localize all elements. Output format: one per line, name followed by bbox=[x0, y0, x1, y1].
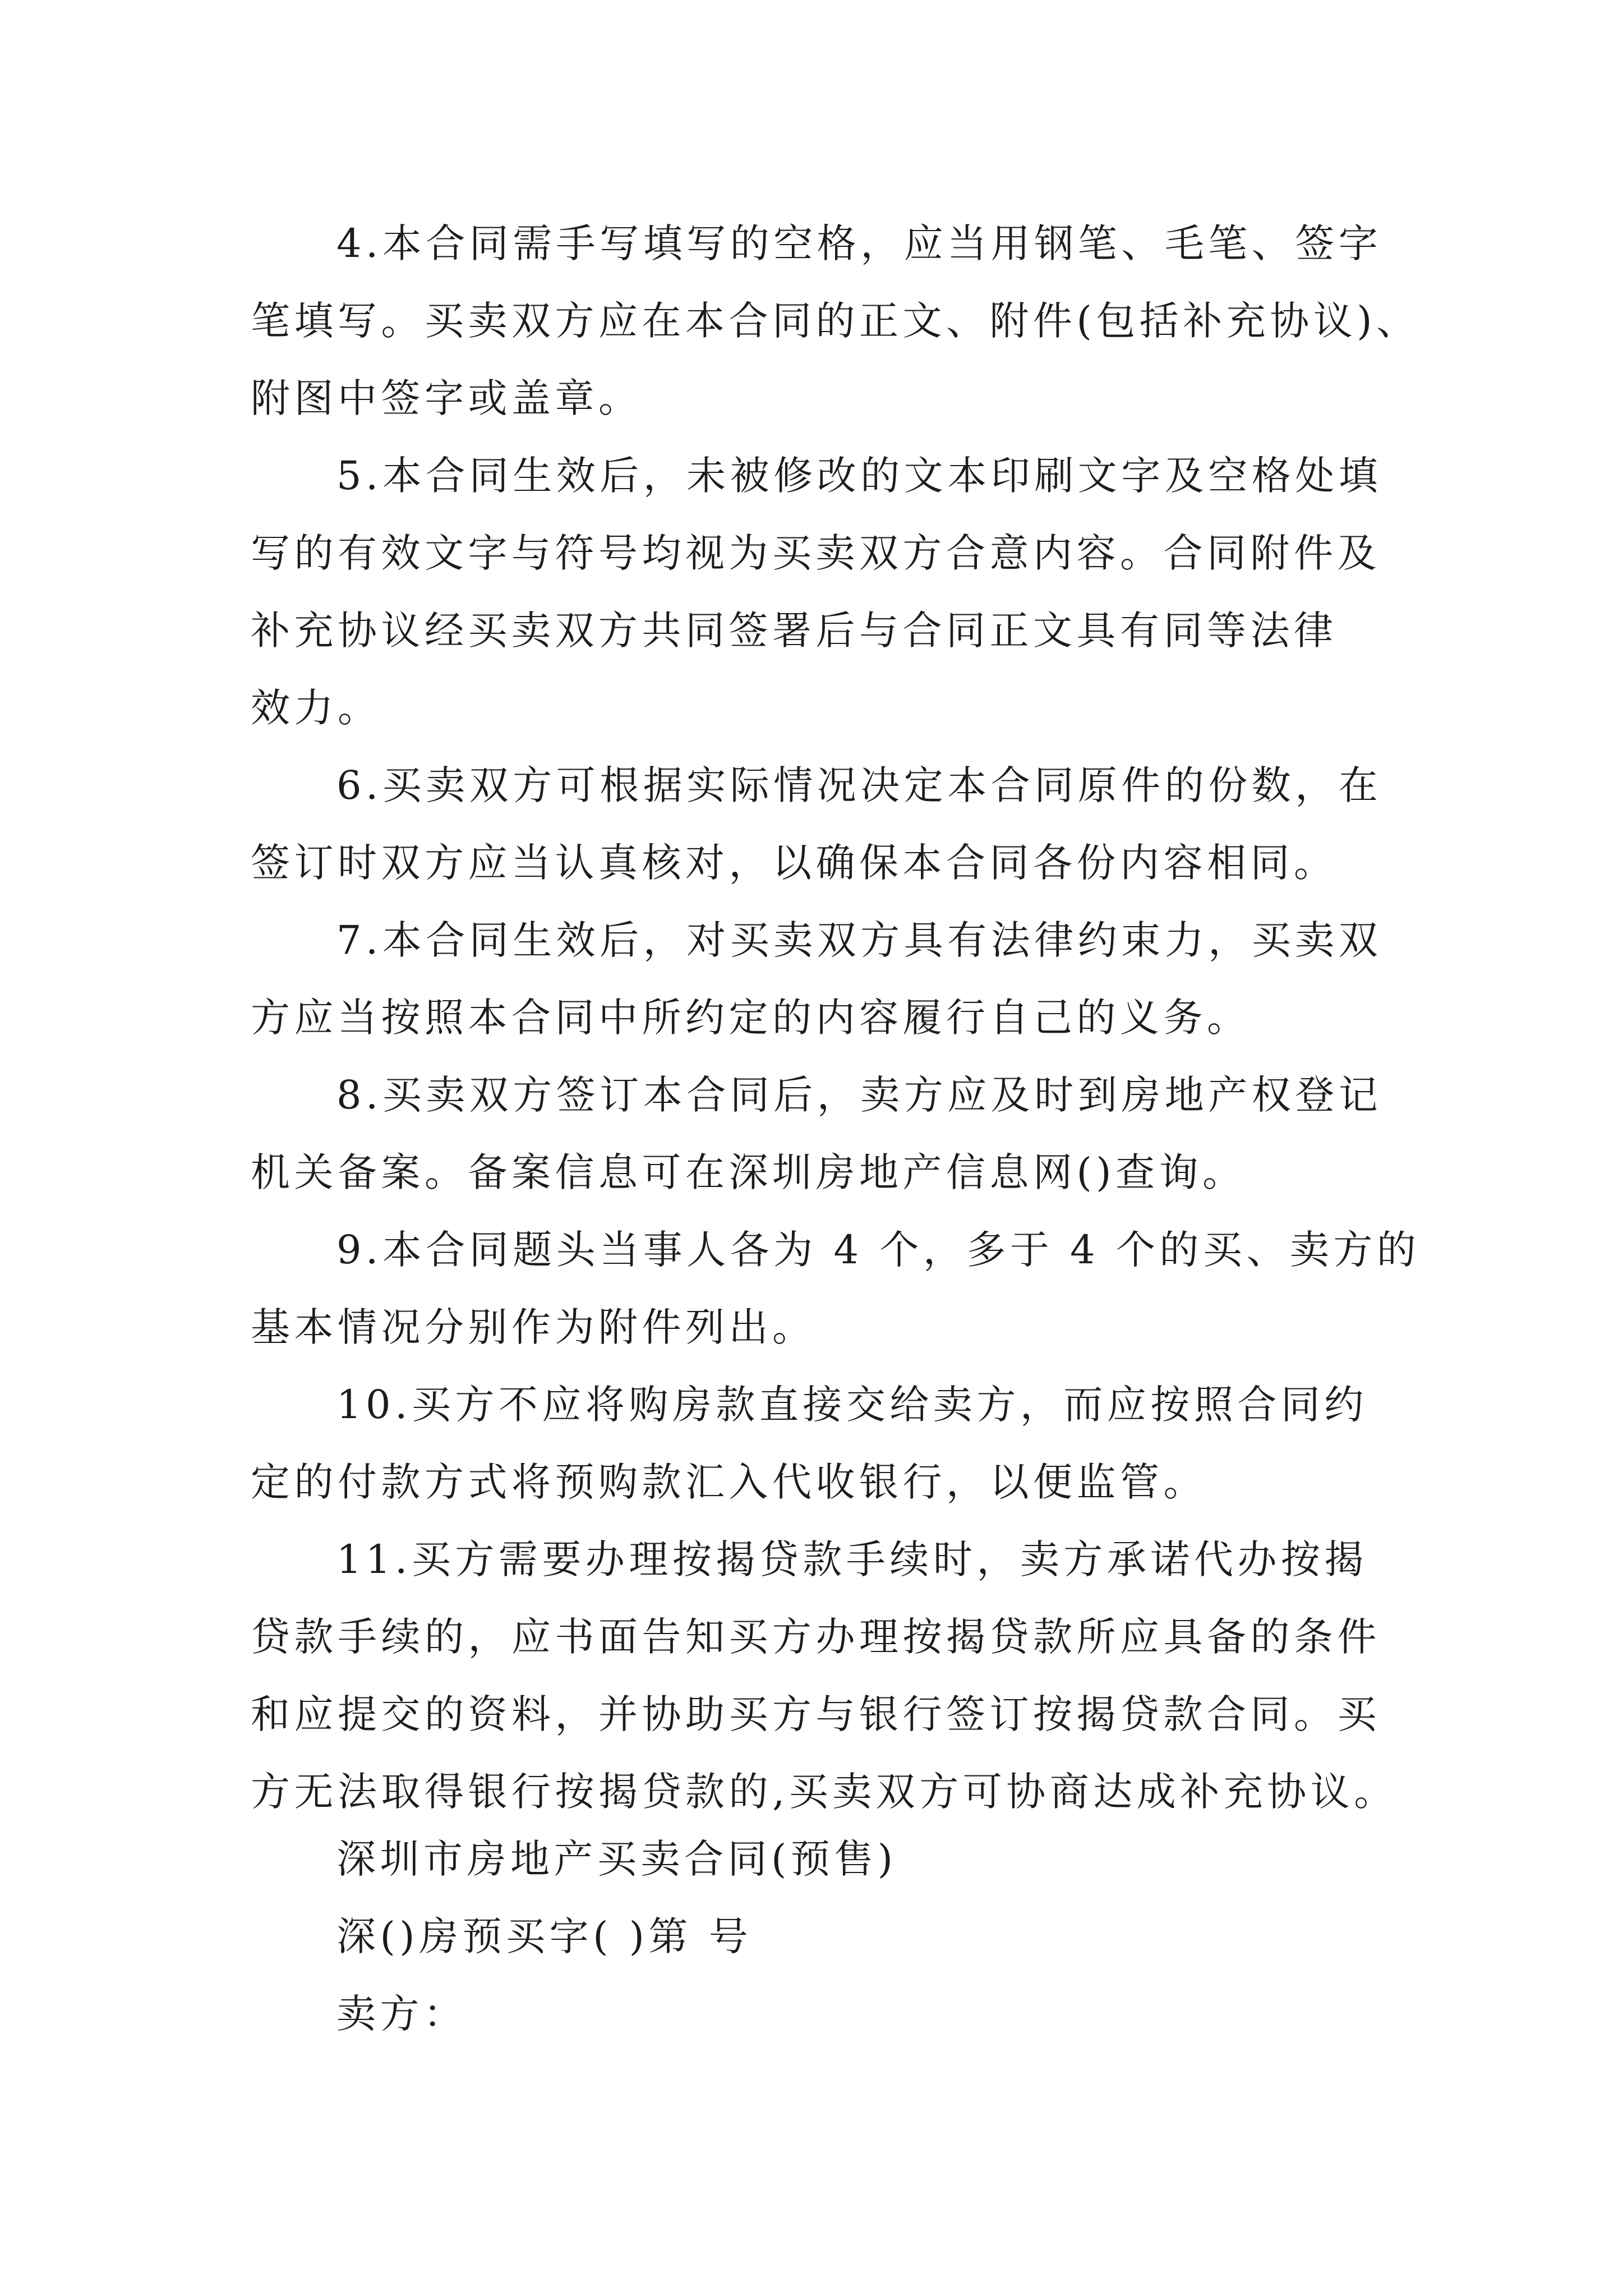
note-5-line-2: 写的有效文字与符号均视为买卖双方合意内容。合同附件及 bbox=[251, 530, 1381, 576]
note-5-line-3: 补充协议经买卖双方共同签署后与合同正文具有同等法律 bbox=[251, 608, 1338, 654]
note-7-line-1: 7.本合同生效后，对买卖双方具有法律约束力，买卖双 bbox=[336, 917, 1382, 963]
note-4-line-3: 附图中签字或盖章。 bbox=[251, 375, 642, 421]
note-item-8 bbox=[251, 1056, 1569, 1211]
contract-title: 深圳市房地产买卖合同(预售) bbox=[336, 1836, 897, 1882]
note-item-4 bbox=[251, 205, 1569, 437]
note-10-line-1: 10.买方不应将购房款直接交给卖方，而应按照合同约 bbox=[336, 1382, 1368, 1428]
note-item-11 bbox=[251, 1521, 1569, 1830]
note-7-line-2: 方应当按照本合同中所约定的内容履行自己的义务。 bbox=[251, 995, 1251, 1041]
note-8-line-2: 机关备案。备案信息可在深圳房地产信息网()查询。 bbox=[251, 1149, 1246, 1195]
note-5-line-4: 效力。 bbox=[251, 685, 381, 731]
note-5-line-1: 5.本合同生效后，未被修改的文本印刷文字及空格处填 bbox=[336, 453, 1382, 499]
note-11-line-2: 贷款手续的，应书面告知买方办理按揭贷款所应具备的条件 bbox=[251, 1614, 1381, 1660]
note-item-9 bbox=[251, 1211, 1569, 1366]
note-9-line-1: 9.本合同题头当事人各为 4 个，多于 4 个的买、卖方的 bbox=[336, 1227, 1421, 1273]
note-item-5 bbox=[251, 437, 1569, 747]
note-6-line-1: 6.买卖双方可根据实际情况决定本合同原件的份数，在 bbox=[336, 762, 1382, 808]
note-11-line-1: 11.买方需要办理按揭贷款手续时，卖方承诺代办按揭 bbox=[336, 1536, 1368, 1582]
note-4-line-2: 笔填写。买卖双方应在本合同的正文、附件(包括补充协议)、 bbox=[251, 298, 1420, 344]
note-item-10 bbox=[251, 1366, 1569, 1521]
note-11-line-4: 方无法取得银行按揭贷款的,买卖双方可协商达成补充协议。 bbox=[251, 1769, 1398, 1815]
note-11-line-3: 和应提交的资料，并协助买方与银行签订按揭贷款合同。买 bbox=[251, 1691, 1381, 1737]
note-10-line-2: 定的付款方式将预购款汇入代收银行，以便监管。 bbox=[251, 1459, 1207, 1505]
seller-label: 卖方： bbox=[336, 1991, 467, 2037]
note-item-6 bbox=[251, 747, 1569, 901]
note-8-line-1: 8.买卖双方签订本合同后，卖方应及时到房地产权登记 bbox=[336, 1072, 1382, 1118]
document-body bbox=[251, 205, 1569, 2053]
note-9-line-2: 基本情况分别作为附件列出。 bbox=[251, 1304, 816, 1350]
note-item-7 bbox=[251, 901, 1569, 1056]
contract-number: 深()房预买字( )第 号 bbox=[336, 1913, 753, 1959]
note-6-line-2: 签订时双方应当认真核对，以确保本合同各份内容相同。 bbox=[251, 840, 1338, 886]
contract-header bbox=[251, 1820, 1569, 2053]
note-4-line-1: 4.本合同需手写填写的空格，应当用钢笔、毛笔、签字 bbox=[336, 220, 1382, 266]
